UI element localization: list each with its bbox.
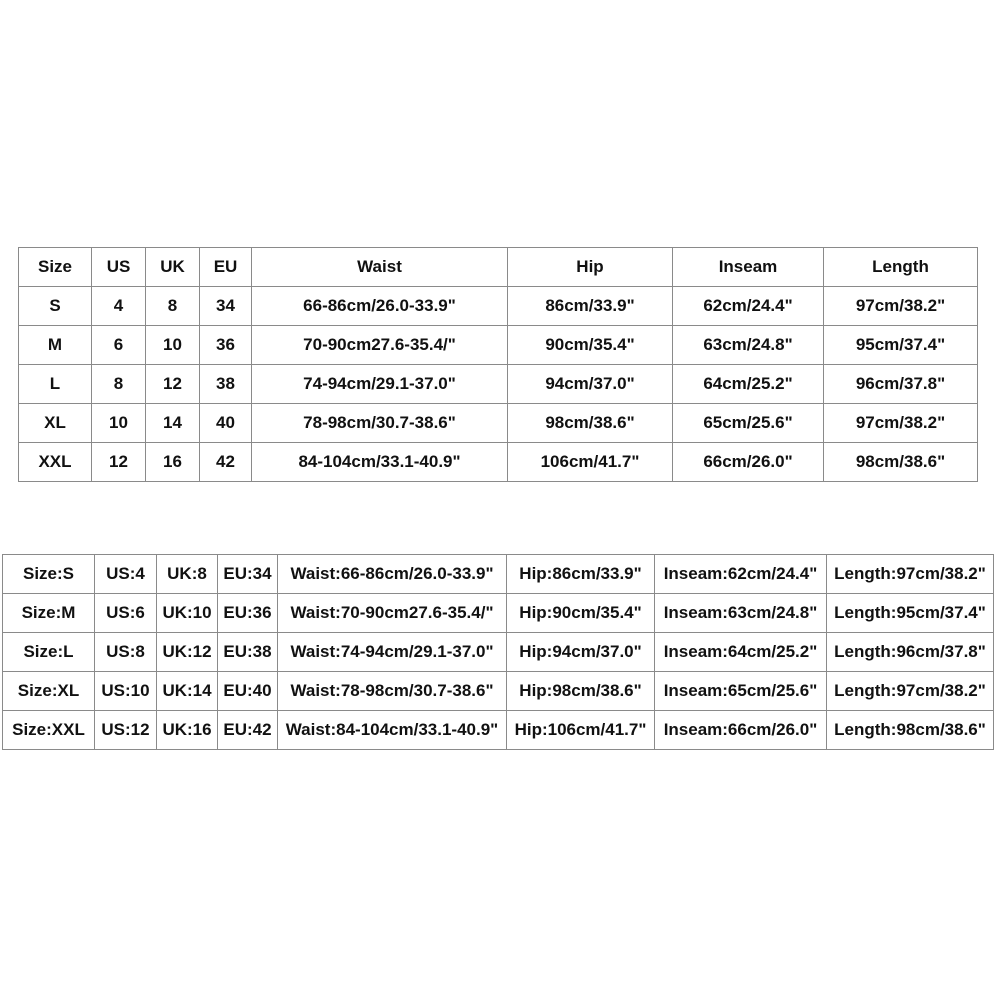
cell-eu: EU:34 <box>218 555 278 594</box>
cell-uk: 16 <box>146 443 200 482</box>
cell-hip: Hip:94cm/37.0" <box>507 633 655 672</box>
cell-size: M <box>19 326 92 365</box>
cell-inseam: Inseam:66cm/26.0" <box>655 711 827 750</box>
cell-uk: UK:10 <box>157 594 218 633</box>
cell-uk: UK:8 <box>157 555 218 594</box>
cell-us: 8 <box>92 365 146 404</box>
cell-waist: 84-104cm/33.1-40.9" <box>252 443 508 482</box>
header-cell-uk: UK <box>146 248 200 287</box>
cell-inseam: 64cm/25.2" <box>673 365 824 404</box>
cell-waist: 78-98cm/30.7-38.6" <box>252 404 508 443</box>
cell-eu: EU:42 <box>218 711 278 750</box>
cell-waist: Waist:78-98cm/30.7-38.6" <box>278 672 507 711</box>
table-row <box>19 365 978 404</box>
cell-eu: EU:36 <box>218 594 278 633</box>
cell-us: US:10 <box>95 672 157 711</box>
cell-hip: 94cm/37.0" <box>508 365 673 404</box>
cell-waist: Waist:84-104cm/33.1-40.9" <box>278 711 507 750</box>
cell-eu: 40 <box>200 404 252 443</box>
cell-length: Length:96cm/37.8" <box>827 633 994 672</box>
cell-uk: 10 <box>146 326 200 365</box>
cell-size: Size:XXL <box>3 711 95 750</box>
cell-length: 97cm/38.2" <box>824 404 978 443</box>
cell-us: US:4 <box>95 555 157 594</box>
cell-length: 97cm/38.2" <box>824 287 978 326</box>
cell-hip: 98cm/38.6" <box>508 404 673 443</box>
cell-size: Size:M <box>3 594 95 633</box>
table-row <box>19 326 978 365</box>
table-row <box>19 404 978 443</box>
cell-hip: Hip:90cm/35.4" <box>507 594 655 633</box>
table-header-row <box>19 248 978 287</box>
header-cell-us: US <box>92 248 146 287</box>
cell-us: US:8 <box>95 633 157 672</box>
cell-size: L <box>19 365 92 404</box>
cell-hip: Hip:106cm/41.7" <box>507 711 655 750</box>
cell-eu: 42 <box>200 443 252 482</box>
cell-inseam: Inseam:65cm/25.6" <box>655 672 827 711</box>
cell-waist: 66-86cm/26.0-33.9" <box>252 287 508 326</box>
cell-length: Length:95cm/37.4" <box>827 594 994 633</box>
cell-length: Length:97cm/38.2" <box>827 672 994 711</box>
cell-length: 98cm/38.6" <box>824 443 978 482</box>
cell-hip: Hip:98cm/38.6" <box>507 672 655 711</box>
cell-eu: 38 <box>200 365 252 404</box>
header-cell-waist: Waist <box>252 248 508 287</box>
cell-eu: 36 <box>200 326 252 365</box>
size-chart-table-columns <box>18 247 978 482</box>
cell-waist: 70-90cm27.6-35.4/" <box>252 326 508 365</box>
cell-hip: Hip:86cm/33.9" <box>507 555 655 594</box>
cell-us: US:12 <box>95 711 157 750</box>
header-cell-eu: EU <box>200 248 252 287</box>
cell-uk: 14 <box>146 404 200 443</box>
table-row <box>3 633 994 672</box>
cell-inseam: Inseam:64cm/25.2" <box>655 633 827 672</box>
cell-uk: 12 <box>146 365 200 404</box>
cell-size: Size:L <box>3 633 95 672</box>
cell-inseam: Inseam:63cm/24.8" <box>655 594 827 633</box>
cell-waist: Waist:74-94cm/29.1-37.0" <box>278 633 507 672</box>
cell-inseam: 66cm/26.0" <box>673 443 824 482</box>
table-row <box>19 287 978 326</box>
cell-us: 6 <box>92 326 146 365</box>
header-cell-hip: Hip <box>508 248 673 287</box>
cell-length: 96cm/37.8" <box>824 365 978 404</box>
cell-uk: UK:14 <box>157 672 218 711</box>
cell-size: XL <box>19 404 92 443</box>
cell-uk: UK:12 <box>157 633 218 672</box>
cell-inseam: Inseam:62cm/24.4" <box>655 555 827 594</box>
cell-waist: 74-94cm/29.1-37.0" <box>252 365 508 404</box>
table-row <box>3 672 994 711</box>
cell-size: XXL <box>19 443 92 482</box>
cell-length: 95cm/37.4" <box>824 326 978 365</box>
table-row <box>3 594 994 633</box>
cell-eu: 34 <box>200 287 252 326</box>
table-row <box>3 555 994 594</box>
cell-length: Length:98cm/38.6" <box>827 711 994 750</box>
cell-waist: Waist:66-86cm/26.0-33.9" <box>278 555 507 594</box>
cell-eu: EU:38 <box>218 633 278 672</box>
cell-size: Size:S <box>3 555 95 594</box>
cell-us: 12 <box>92 443 146 482</box>
cell-us: 4 <box>92 287 146 326</box>
header-cell-inseam: Inseam <box>673 248 824 287</box>
cell-us: 10 <box>92 404 146 443</box>
size-chart-table-inline <box>2 554 994 750</box>
cell-inseam: 65cm/25.6" <box>673 404 824 443</box>
table-row <box>3 711 994 750</box>
cell-inseam: 63cm/24.8" <box>673 326 824 365</box>
cell-uk: 8 <box>146 287 200 326</box>
header-cell-size: Size <box>19 248 92 287</box>
cell-size: S <box>19 287 92 326</box>
cell-size: Size:XL <box>3 672 95 711</box>
cell-waist: Waist:70-90cm27.6-35.4/" <box>278 594 507 633</box>
cell-inseam: 62cm/24.4" <box>673 287 824 326</box>
table-row <box>19 443 978 482</box>
cell-hip: 106cm/41.7" <box>508 443 673 482</box>
cell-hip: 86cm/33.9" <box>508 287 673 326</box>
header-cell-length: Length <box>824 248 978 287</box>
cell-length: Length:97cm/38.2" <box>827 555 994 594</box>
cell-hip: 90cm/35.4" <box>508 326 673 365</box>
cell-eu: EU:40 <box>218 672 278 711</box>
cell-us: US:6 <box>95 594 157 633</box>
cell-uk: UK:16 <box>157 711 218 750</box>
